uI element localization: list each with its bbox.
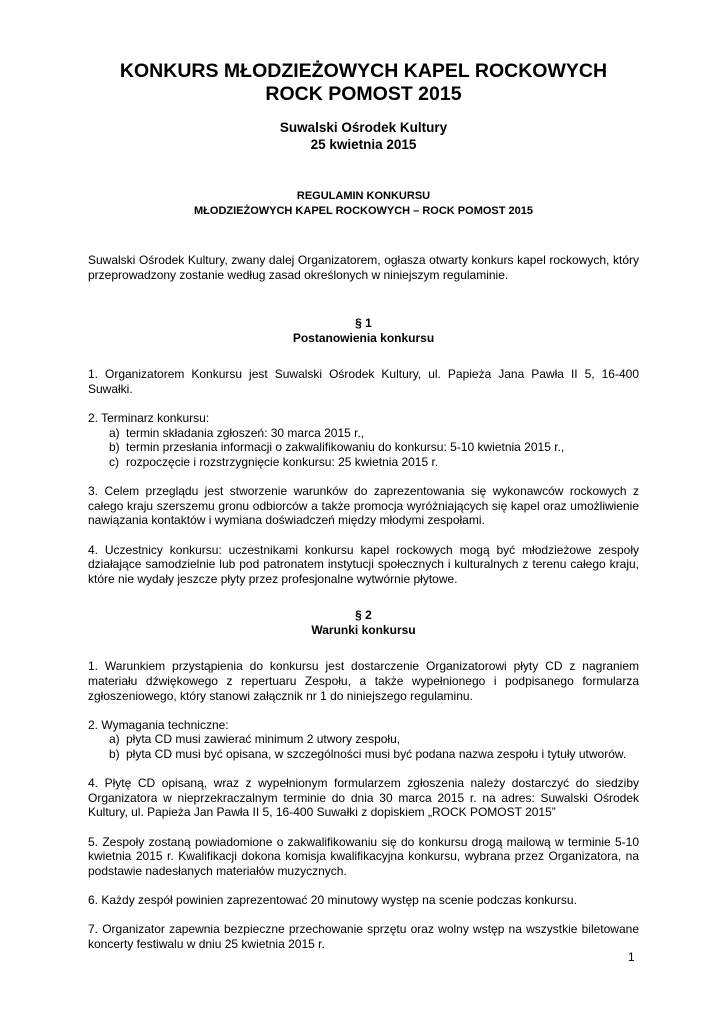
list-item	[88, 426, 639, 441]
list-marker: b)	[109, 747, 120, 762]
list-item	[88, 440, 639, 455]
list-item-text: płyta CD musi być opisana, w szczególności musi być podana nazwa zespołu i tytuły utworów.	[126, 747, 627, 762]
section-1-title: Postanowienia konkursu	[292, 330, 435, 345]
list-item	[88, 455, 639, 470]
list-item-text: płyta CD musi zawierać minimum 2 utwory zespołu,	[126, 732, 401, 747]
list-item-text: termin przesłania informacji o zakwalifikowaniu do konkursu: 5-10 kwietnia 2015 r.,	[126, 440, 565, 455]
document-subtitle	[88, 120, 639, 153]
section-2-paragraph-2: 2. Wymagania techniczne:	[88, 717, 229, 732]
list-marker: a)	[109, 732, 120, 747]
section-2-number: § 2	[355, 608, 372, 623]
section-1-paragraph-4: 4. Uczestnicy konkursu: uczestnikami konkursu kapel rockowych mogą być młodzieżowe zespoły działające samodzielnie lub pod patronatem instytucji społecznych i kulturalnych z terenu całego kraju, które nie wydały jeszcze płyty przez profesjonalne wytwórnie płytowe.	[88, 542, 639, 586]
section-2-heading	[88, 608, 639, 637]
event-date: 25 kwietnia 2015	[310, 136, 417, 152]
section-2-paragraph-4: 4. Płytę CD opisaną, wraz z wypełnionym formularzem zgłoszenia należy dostarczyć do siedziby Organizatora w nieprzekraczalnym terminie do dnia 30 marca 2015 r. na adres: Suwalski Ośrodek Kultury, ul. Papieża Jan Pawła II 5, 16-400 Suwałki z dopiskiem „ROCK POMOST 2015”	[88, 776, 639, 820]
list-marker: a)	[109, 425, 120, 440]
page-number: 1	[628, 950, 635, 964]
title-line-2: ROCK POMOST 2015	[265, 83, 462, 105]
list-item-text: termin składania zgłoszeń: 30 marca 2015 r.,	[126, 425, 365, 440]
section-2-title: Warunki konkursu	[311, 622, 416, 637]
document-title	[88, 60, 639, 106]
section-2-paragraph-1: 1. Warunkiem przystąpienia do konkursu jest dostarczenie Organizatorowi płyty CD z nagraniem materiału dźwiękowego z repertuaru Zespołu, a także wypełnionego i podpisanego formularza zgłoszeniowego, który stanowi załącznik nr 1 do niniejszego regulaminu.	[88, 659, 639, 703]
section-1-heading	[88, 316, 639, 345]
section-1-paragraph-1: 1. Organizatorem Konkursu jest Suwalski Ośrodek Kultury, ul. Papieża Jana Pawła II 5, 16-400 Suwałki.	[88, 367, 639, 396]
regulation-title	[88, 189, 639, 219]
regulation-line-2: MŁODZIEŻOWYCH KAPEL ROCKOWYCH – ROCK POMOST 2015	[194, 205, 533, 217]
regulation-line-1: REGULAMIN KONKURSU	[296, 190, 431, 202]
intro-paragraph: Suwalski Ośrodek Kultury, zwany dalej Organizatorem, ogłasza otwarty konkurs kapel rockowych, który przeprowadzony zostanie według zasad określonych w niniejszym regulaminie.	[88, 253, 639, 282]
section-2-paragraph-6: 6. Każdy zespół powinien zaprezentować 20 minutowy występ na scenie podczas konkursu.	[88, 892, 577, 907]
schedule-list	[88, 426, 639, 470]
organizer-name: Suwalski Ośrodek Kultury	[279, 120, 448, 135]
list-item	[88, 732, 639, 747]
list-marker: b)	[109, 440, 120, 455]
section-1-number: § 1	[355, 316, 372, 331]
section-1-paragraph-2: 2. Terminarz konkursu:	[88, 411, 210, 426]
title-line-1: KONKURS MŁODZIEŻOWYCH KAPEL ROCKOWYCH	[119, 60, 608, 82]
section-1-paragraph-3: 3. Celem przeglądu jest stworzenie warunków do zaprezentowania się wykonawców rockowych z całego kraju szerszemu gronu odbiorców a także promocja wyróżniających się kapel oraz umożliwienie nawiązania kontaktów i wymiana doświadczeń między młodymi zespołami.	[88, 484, 639, 528]
list-item	[88, 747, 639, 762]
list-marker: c)	[109, 454, 119, 469]
section-2-paragraph-7: 7. Organizator zapewnia bezpieczne przechowanie sprzętu oraz wolny wstęp na wszystkie biletowane koncerty festiwalu w dniu 25 kwietnia 2015 r.	[88, 922, 639, 951]
technical-requirements-list	[88, 732, 639, 761]
list-item-text: rozpoczęcie i rozstrzygnięcie konkursu: 25 kwietnia 2015 r.	[126, 454, 439, 469]
section-2-paragraph-5: 5. Zespoły zostaną powiadomione o zakwalifikowaniu się do konkursu drogą mailową w terminie 5-10 kwietnia 2015 r. Kwalifikacji dokona komisja kwalifikacyjna konkursu, wybrana przez Organizatora, na podstawie nadesłanych materiałów muzycznych.	[88, 834, 639, 878]
document-body	[88, 60, 639, 951]
